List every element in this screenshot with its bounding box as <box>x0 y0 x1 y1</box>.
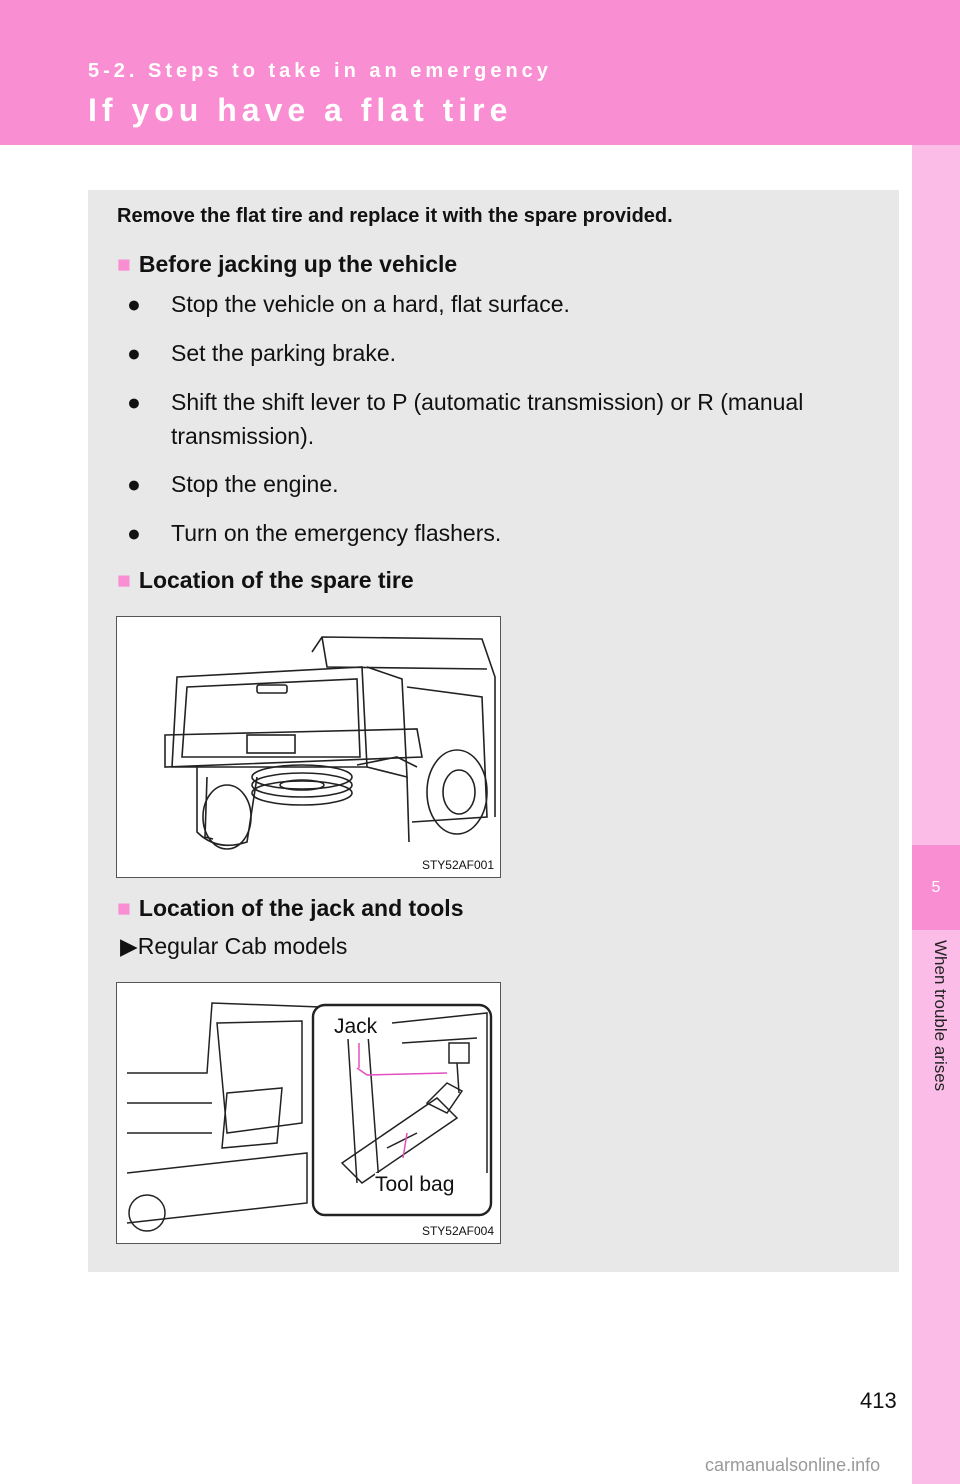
bullet-dot-icon: ● <box>127 291 141 317</box>
square-bullet-icon: ■ <box>117 567 131 593</box>
jack-tools-illustration <box>116 982 501 1244</box>
heading-jack-tools: ■ Location of the jack and tools <box>117 895 464 921</box>
list-item: ● Stop the vehicle on a hard, flat surface. <box>127 287 877 321</box>
list-item: ● Turn on the emergency flashers. <box>127 516 877 550</box>
figure-code: STY52AF001 <box>421 858 494 872</box>
jack-label: Jack <box>334 1015 378 1038</box>
intro-text: Remove the flat tire and replace it with the spare provided. <box>117 205 673 227</box>
figure-code: STY52AF004 <box>421 1224 494 1238</box>
square-bullet-icon: ■ <box>117 895 131 921</box>
tool-bag-label: Tool bag <box>375 1173 455 1196</box>
square-bullet-icon: ■ <box>117 251 131 277</box>
chapter-number: 5 <box>912 845 960 930</box>
bullet-dot-icon: ● <box>127 520 141 546</box>
bullet-dot-icon: ● <box>127 340 141 366</box>
chapter-side-tab <box>912 145 960 1484</box>
heading-spare-tire: ■ Location of the spare tire <box>117 567 414 593</box>
watermark: carmanualsonline.info <box>705 1455 881 1475</box>
page-number: 413 <box>860 1388 897 1413</box>
triangle-arrow-icon: ▶ <box>120 933 138 959</box>
heading-before-jacking: ■ Before jacking up the vehicle <box>117 251 458 277</box>
bullet-dot-icon: ● <box>127 471 141 497</box>
list-item: ● Set the parking brake. <box>127 336 877 370</box>
chapter-label: When trouble arises <box>931 940 950 1092</box>
page-title: If you have a flat tire <box>88 92 513 128</box>
bullet-dot-icon: ● <box>127 389 141 415</box>
list-item: ● Stop the engine. <box>127 467 877 501</box>
section-title: 5-2. Steps to take in an emergency <box>88 60 552 82</box>
subheading-regular-cab: ▶Regular Cab models <box>120 933 348 959</box>
list-item: ● Shift the shift lever to P (automatic transmission) or R (manual transmission). <box>127 385 877 453</box>
spare-tire-illustration <box>116 616 501 878</box>
